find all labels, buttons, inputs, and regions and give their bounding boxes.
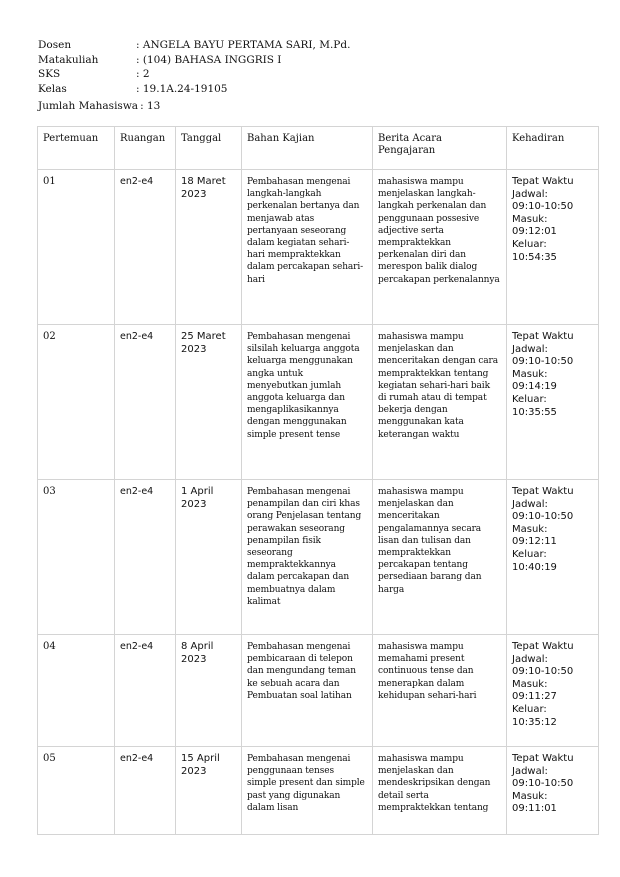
dosen-row [38, 38, 350, 53]
masuk-label: Masuk: [512, 790, 548, 802]
kehadiran-status: Tepat Waktu [512, 753, 574, 764]
table-row [38, 747, 599, 835]
sks-row [38, 67, 350, 82]
masuk-value: 09:14:19 [512, 381, 557, 393]
col-header-pertemuan: Pertemuan [38, 127, 115, 170]
col-header-tanggal: Tanggal [176, 127, 242, 170]
pertemuan-cell: 01 [38, 170, 115, 325]
tanggal-cell: 8 April 2023 [176, 635, 242, 747]
jadwal-value: 09:10-10:50 [512, 356, 574, 368]
masuk-label: Masuk: [512, 213, 548, 225]
keluar-value: 10:35:12 [512, 716, 557, 728]
masuk-label: Masuk: [512, 678, 548, 690]
kelas-row [38, 82, 350, 97]
table-row [38, 635, 599, 747]
col-header-berita-acara: Berita Acara Pengajaran [373, 127, 507, 170]
masuk-value: 09:11:01 [512, 803, 557, 815]
dosen-value: : ANGELA BAYU PERTAMA SARI, M.Pd. [136, 39, 351, 51]
tanggal-cell: 18 Maret 2023 [176, 170, 242, 325]
jadwal-label: Jadwal: [512, 653, 548, 665]
berita-acara-cell: mahasiswa mampu menjelaskan dan menceritakan dengan cara mempraktekkan tentang kegiatan sehari-hari baik di rumah atau di tempat bekerja dengan menggunakan kata keterangan waktu [373, 325, 507, 480]
dosen-label: Dosen [38, 39, 72, 51]
keluar-value: 10:54:35 [512, 251, 557, 263]
kehadiran-cell [507, 635, 599, 747]
kelas-value: : 19.1A.24-19105 [136, 82, 228, 95]
bahan-kajian-cell: Pembahasan mengenai silsilah keluarga anggota keluarga menggunakan angka untuk menyebutkan jumlah anggota keluarga dan mengaplikasikannya dengan menggunakan simple present tense [242, 325, 373, 480]
jumlah-label: Jumlah Mahasiswa [38, 100, 139, 113]
keluar-label: Keluar: [512, 393, 547, 405]
kehadiran-cell [507, 170, 599, 325]
table-row [38, 325, 599, 480]
kehadiran-cell [507, 480, 599, 635]
tanggal-cell: 25 Maret 2023 [176, 325, 242, 480]
berita-acara-cell: mahasiswa mampu menjelaskan dan mendeskripsikan dengan detail serta mempraktekkan tentang [373, 747, 507, 835]
ruangan-cell: en2-e4 [115, 480, 176, 635]
jadwal-value: 09:10-10:50 [512, 666, 574, 678]
col-header-kehadiran: Kehadiran [507, 127, 599, 170]
kehadiran-status: Tepat Waktu [512, 331, 574, 342]
table-row [38, 170, 599, 325]
col-header-bahan-kajian: Bahan Kajian [242, 127, 373, 170]
jadwal-label: Jadwal: [512, 343, 548, 355]
jadwal-value: 09:10-10:50 [512, 511, 574, 523]
masuk-value: 09:12:11 [512, 536, 557, 548]
keluar-value: 10:35:55 [512, 406, 557, 418]
sks-label: SKS [38, 68, 61, 81]
ruangan-cell: en2-e4 [115, 747, 176, 835]
jadwal-label: Jadwal: [512, 188, 548, 200]
jadwal-label: Jadwal: [512, 498, 548, 510]
bahan-kajian-cell: Pembahasan mengenai langkah-langkah perkenalan bertanya dan menjawab atas pertanyaan seseorang dalam kegiatan sehari-hari mempraktekkan dalam percakapan sehari-hari [242, 170, 373, 325]
keluar-label: Keluar: [512, 703, 547, 715]
masuk-label: Masuk: [512, 523, 548, 535]
kehadiran-cell [507, 747, 599, 835]
keluar-label: Keluar: [512, 238, 547, 250]
jadwal-value: 09:10-10:50 [512, 201, 574, 213]
kehadiran-status: Tepat Waktu [512, 176, 574, 187]
matakuliah-label: Matakuliah [38, 53, 99, 66]
keluar-value: 10:40:19 [512, 561, 557, 573]
berita-acara-cell: mahasiswa mampu memahami present continuous tense dan menerapkan dalam kehidupan sehari-hari [373, 635, 507, 747]
bahan-kajian-cell: Pembahasan mengenai pembicaraan di telepon dan mengundang teman ke sebuah acara dan Pembuatan soal latihan [242, 635, 373, 747]
kelas-label: Kelas [38, 82, 67, 95]
kehadiran-cell [507, 325, 599, 480]
table-header-row [38, 127, 599, 170]
pertemuan-cell: 05 [38, 747, 115, 835]
tanggal-cell: 1 April 2023 [176, 480, 242, 635]
col-header-ruangan: Ruangan [115, 127, 176, 170]
masuk-value: 09:12:01 [512, 226, 557, 238]
jadwal-value: 09:10-10:50 [512, 778, 574, 790]
pertemuan-cell: 03 [38, 480, 115, 635]
bahan-kajian-cell: Pembahasan mengenai penampilan dan ciri khas orang Penjelasan tentang perawakan seseorang penampilan fisik seseorang mempraktekkannya dalam percakapan dan membuatnya dalam kalimat [242, 480, 373, 635]
tanggal-cell: 15 April 2023 [176, 747, 242, 835]
ruangan-cell: en2-e4 [115, 170, 176, 325]
berita-acara-cell: mahasiswa mampu menjelaskan langkah-langkah perkenalan dan penggunaan possesive adjective serta mempraktekkan perkenalan diri dan merespon balik dialog percakapan perkenalannya [373, 170, 507, 325]
attendance-table [37, 126, 599, 835]
pertemuan-cell: 02 [38, 325, 115, 480]
sks-value: : 2 [136, 68, 150, 81]
masuk-value: 09:11:27 [512, 691, 557, 703]
keluar-label: Keluar: [512, 548, 547, 560]
table-row [38, 480, 599, 635]
pertemuan-cell: 04 [38, 635, 115, 747]
bahan-kajian-cell: Pembahasan mengenai penggunaan tenses simple present dan simple past yang digunakan dalam lisan [242, 747, 373, 835]
matakuliah-value: : (104) BAHASA INGGRIS I [136, 53, 282, 66]
jumlah-row [38, 99, 350, 114]
ruangan-cell: en2-e4 [115, 325, 176, 480]
matakuliah-row [38, 53, 350, 68]
kehadiran-status: Tepat Waktu [512, 486, 574, 497]
ruangan-cell: en2-e4 [115, 635, 176, 747]
jumlah-value: : 13 [140, 100, 161, 113]
masuk-label: Masuk: [512, 368, 548, 380]
kehadiran-status: Tepat Waktu [512, 641, 574, 652]
berita-acara-cell: mahasiswa mampu menjelaskan dan menceritakan pengalamannya secara lisan dan tulisan dan mempraktekkan percakapan tentang persediaan barang dan harga [373, 480, 507, 635]
course-info [38, 38, 350, 114]
jadwal-label: Jadwal: [512, 765, 548, 777]
